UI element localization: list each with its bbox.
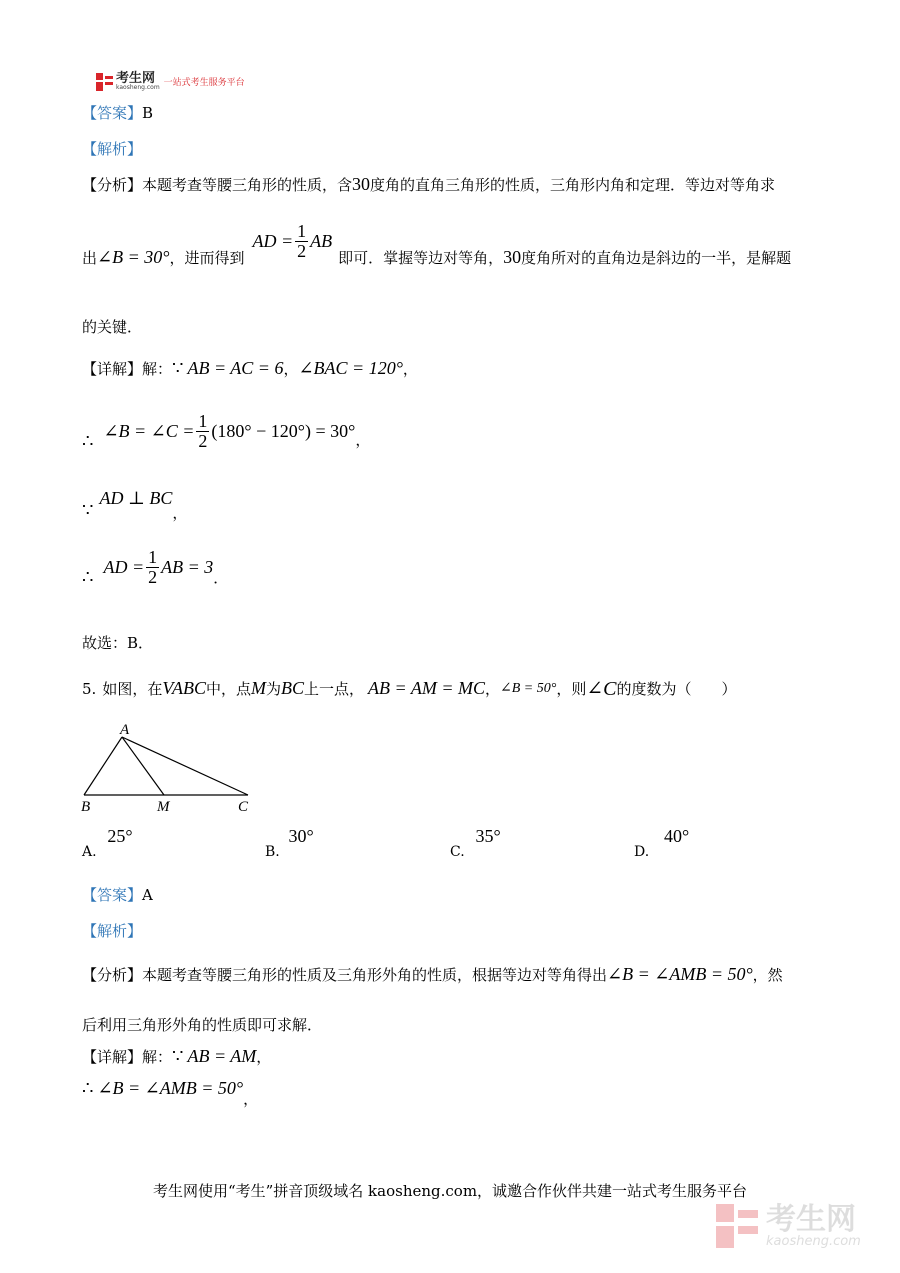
watermark-brand: 考生网 bbox=[766, 1201, 856, 1237]
fenxi-text: 出 bbox=[82, 248, 98, 267]
q4-step-3 bbox=[82, 548, 228, 587]
math-expression: ∠B = 30° bbox=[97, 246, 170, 267]
stem-text: 为 bbox=[266, 680, 282, 698]
fraction bbox=[196, 412, 209, 451]
fraction bbox=[295, 222, 308, 261]
math-expression: VABC bbox=[162, 678, 206, 698]
fenxi-text: 本题考查等腰三角形的性质及三角形外角的性质，根据等边对等角得出 bbox=[142, 966, 608, 984]
punctuation: ． bbox=[213, 568, 229, 587]
math-number: 30 bbox=[503, 246, 522, 267]
because-symbol: ∵ bbox=[172, 358, 184, 378]
punctuation: ， bbox=[243, 1090, 259, 1108]
option-value: 30° bbox=[288, 826, 314, 846]
fraction-numerator: 1 bbox=[297, 221, 307, 241]
q4-xiangjie-line bbox=[82, 358, 418, 379]
fraction-denominator: 2 bbox=[198, 430, 208, 451]
option-c[interactable] bbox=[450, 826, 501, 860]
segment-am bbox=[122, 737, 164, 795]
math-expression: AD = bbox=[103, 556, 145, 577]
math-expression: AB = 3 bbox=[161, 556, 214, 577]
stem-text: 中，点 bbox=[205, 680, 251, 698]
logo-domain: kaosheng.com bbox=[116, 84, 160, 91]
fraction-numerator: 1 bbox=[198, 411, 208, 431]
fenxi-text: 本题考查等腰三角形的性质，含 bbox=[142, 176, 353, 194]
math-text: AD = bbox=[252, 230, 294, 251]
question-number: 5. bbox=[82, 679, 97, 698]
math-expression: ∠BAC = 120° bbox=[298, 358, 403, 378]
math-expression: AB = AC = 6 bbox=[187, 358, 284, 378]
math-expression: (180° − 120°) = 30° bbox=[211, 420, 356, 441]
watermark bbox=[716, 1201, 861, 1249]
kaosheng-watermark-icon bbox=[716, 1204, 760, 1248]
triangle-figure bbox=[76, 718, 266, 818]
fenxi-text: ，然 bbox=[752, 966, 783, 984]
fenxi-label: 【分析】 bbox=[82, 176, 143, 194]
footer-text: 考生网使用“考生”拼音顶级域名 kaosheng.com，诚邀合作伙伴共建一站式考生服务平台 bbox=[152, 1182, 748, 1200]
label-m: M bbox=[157, 799, 170, 815]
q4-step-2 bbox=[82, 488, 188, 522]
q4-fenxi-line-3: 的关键． bbox=[82, 318, 143, 336]
header-logo bbox=[96, 72, 245, 91]
q4-fenxi-line-2 bbox=[82, 221, 792, 277]
segment-ac bbox=[122, 737, 248, 795]
fraction-denominator: 2 bbox=[297, 240, 307, 261]
option-d[interactable] bbox=[634, 826, 690, 860]
math-expression: BC bbox=[281, 678, 305, 698]
option-value: 35° bbox=[475, 826, 501, 846]
because-symbol: ∵ bbox=[82, 500, 94, 520]
q5-fenxi-line-2: 后利用三角形外角的性质即可求解． bbox=[82, 1016, 323, 1034]
punctuation: ， bbox=[283, 360, 299, 378]
fenxi-text: ，进而得到 bbox=[169, 248, 245, 267]
kaosheng-logo-icon bbox=[96, 73, 114, 91]
option-letter: B. bbox=[265, 844, 280, 860]
option-letter: A. bbox=[82, 844, 97, 860]
watermark-domain: kaosheng.com bbox=[766, 1233, 861, 1249]
fraction bbox=[146, 548, 159, 587]
stem-text: 的度数为（ ） bbox=[616, 680, 737, 698]
q5-step-1 bbox=[82, 1078, 259, 1108]
option-value: 25° bbox=[107, 826, 133, 846]
option-value: 40° bbox=[663, 826, 690, 846]
q5-xiangjie-line bbox=[82, 1046, 271, 1067]
logo-brand: 考生网 bbox=[116, 71, 156, 86]
math-expression: M bbox=[251, 678, 266, 698]
punctuation: ， bbox=[355, 430, 371, 449]
math-expression: AB = AM = MC bbox=[368, 678, 485, 698]
answer-label: 【答案】 bbox=[82, 886, 143, 904]
stem-text: ，则 bbox=[556, 680, 587, 698]
q5-fenxi-line-1 bbox=[82, 964, 783, 985]
math-expression: ∠B = 50° bbox=[500, 681, 557, 696]
q5-stem bbox=[82, 676, 736, 701]
q4-answer-line bbox=[82, 102, 153, 123]
option-a[interactable] bbox=[82, 826, 133, 860]
answer-value: A bbox=[142, 886, 153, 904]
logo-tagline: 一站式考生服务平台 bbox=[163, 78, 245, 88]
q5-options bbox=[82, 826, 802, 860]
xiangjie-text: 解： bbox=[142, 360, 173, 378]
punctuation: ， bbox=[485, 680, 501, 698]
fenxi-text: 度角的直角三角形的性质，三角形内角和定理．等边对等角求 bbox=[370, 176, 776, 194]
answer-value: B bbox=[142, 104, 154, 122]
fenxi-label: 【分析】 bbox=[82, 966, 143, 984]
therefore-symbol: ∴ bbox=[82, 430, 94, 451]
q4-fenxi-line-1 bbox=[82, 174, 775, 195]
xiangjie-label: 【详解】 bbox=[82, 1048, 143, 1066]
therefore-symbol: ∴ bbox=[82, 566, 94, 587]
punctuation: ， bbox=[172, 504, 188, 522]
fenxi-text: 度角所对的直角边是斜边的一半，是解题 bbox=[521, 248, 792, 267]
xiangjie-label: 【详解】 bbox=[82, 360, 143, 378]
segment-ab bbox=[84, 737, 122, 795]
math-expression bbox=[252, 222, 332, 261]
fraction-numerator: 1 bbox=[148, 547, 158, 567]
q5-answer-line bbox=[82, 884, 153, 905]
therefore-symbol: ∴ bbox=[82, 1078, 94, 1098]
label-b: B bbox=[81, 799, 91, 815]
option-letter: D. bbox=[634, 844, 650, 860]
stem-text: 上一点， bbox=[304, 680, 365, 698]
math-number: 30 bbox=[352, 174, 371, 194]
xiangjie-text: 解： bbox=[142, 1048, 173, 1066]
math-expression: AB = AM bbox=[187, 1046, 257, 1066]
option-b[interactable] bbox=[265, 826, 314, 860]
fenxi-text: 即可．掌握等边对等角， bbox=[338, 248, 504, 267]
answer-label: 【答案】 bbox=[82, 104, 143, 122]
q4-choice: 故选：B． bbox=[82, 634, 154, 652]
math-text: AB bbox=[310, 230, 333, 251]
q4-step-1 bbox=[82, 412, 370, 451]
label-c: C bbox=[238, 799, 249, 815]
math-expression: AD ⊥ BC bbox=[99, 488, 173, 508]
analysis-label: 【解析】 bbox=[82, 140, 143, 158]
analysis-label: 【解析】 bbox=[82, 922, 143, 940]
math-expression: ∠B = ∠AMB = 50° bbox=[97, 1078, 244, 1098]
punctuation: ， bbox=[402, 360, 418, 378]
math-expression: ∠C bbox=[586, 678, 617, 700]
fraction-denominator: 2 bbox=[148, 566, 158, 587]
label-a: A bbox=[120, 722, 130, 738]
math-expression: ∠B = ∠C = bbox=[103, 420, 195, 441]
punctuation: ， bbox=[256, 1048, 272, 1066]
stem-text: 如图，在 bbox=[102, 680, 163, 698]
math-expression: ∠B = ∠AMB = 50° bbox=[607, 964, 753, 984]
option-letter: C. bbox=[450, 844, 465, 860]
because-symbol: ∵ bbox=[172, 1046, 184, 1066]
